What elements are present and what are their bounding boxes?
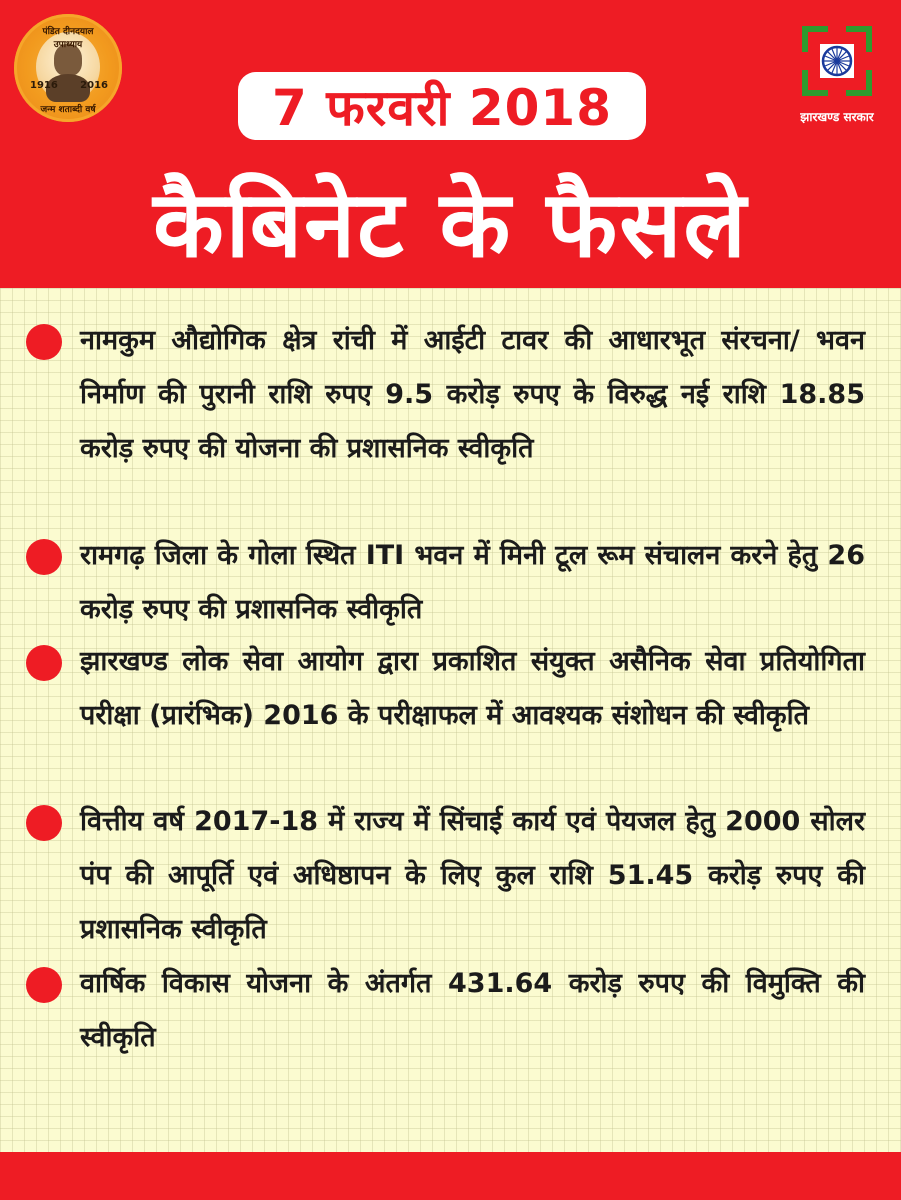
emblem-arc-top-text: पंडित दीनदयाल उपाध्याय: [42, 27, 94, 50]
date-text: 7 फरवरी 2018: [272, 79, 612, 137]
bullet-dot-icon: [26, 805, 62, 841]
emblem-year-start: 1916: [30, 80, 58, 91]
emblem-arc-bottom-text: जन्म शताब्दी वर्ष: [40, 105, 96, 115]
decision-text: नामकुम औद्योगिक क्षेत्र रांची में आईटी टावर की आधारभूत संरचना/ भवन निर्माण की पुरानी राशि रुपए 9.5 करोड़ रुपए के विरुद्ध नई राशि 18.85 करोड़ रुपए की योजना की प्रशासनिक स्वीकृति: [80, 325, 865, 464]
decisions-panel: [0, 288, 901, 1152]
government-label: झारखण्ड सरकार: [800, 110, 874, 124]
decision-text: रामगढ़ जिला के गोला स्थित ITI भवन में मिनी टूल रूम संचालन करने हेतु 26 करोड़ रुपए की प्रशासनिक स्वीकृति: [80, 540, 865, 625]
bullet-dot-icon: [26, 539, 62, 575]
decision-text: वित्तीय वर्ष 2017-18 में राज्य में सिंचाई कार्य एवं पेयजल हेतु 2000 सोलर पंप की आपूर्ति एवं अधिष्ठापन के लिए कुल राशि 51.45 करोड़ रुपए की प्रशासनिक स्वीकृति: [80, 806, 865, 945]
bullet-dot-icon: [26, 967, 62, 1003]
bullet-dot-icon: [26, 645, 62, 681]
footer-bar: [0, 1152, 901, 1200]
bullet-dot-icon: [26, 324, 62, 360]
page-title: कैबिनेट के फैसले: [153, 170, 748, 278]
emblem-year-end: 2016: [80, 80, 108, 91]
centenary-emblem-logo: [14, 14, 122, 122]
jharkhand-government-logo: [794, 18, 880, 104]
decision-text: झारखण्ड लोक सेवा आयोग द्वारा प्रकाशित संयुक्त असैनिक सेवा प्रतियोगिता परीक्षा (प्रारंभिक) 2016 के परीक्षाफल में आवश्यक संशोधन की स्वीकृति: [80, 646, 865, 731]
jharkhand-emblem-icon: [794, 18, 880, 104]
header-banner: [0, 0, 901, 288]
decision-text: वार्षिक विकास योजना के अंतर्गत 431.64 करोड़ रुपए की विमुक्ति की स्वीकृति: [80, 968, 865, 1053]
date-badge: [238, 72, 646, 140]
